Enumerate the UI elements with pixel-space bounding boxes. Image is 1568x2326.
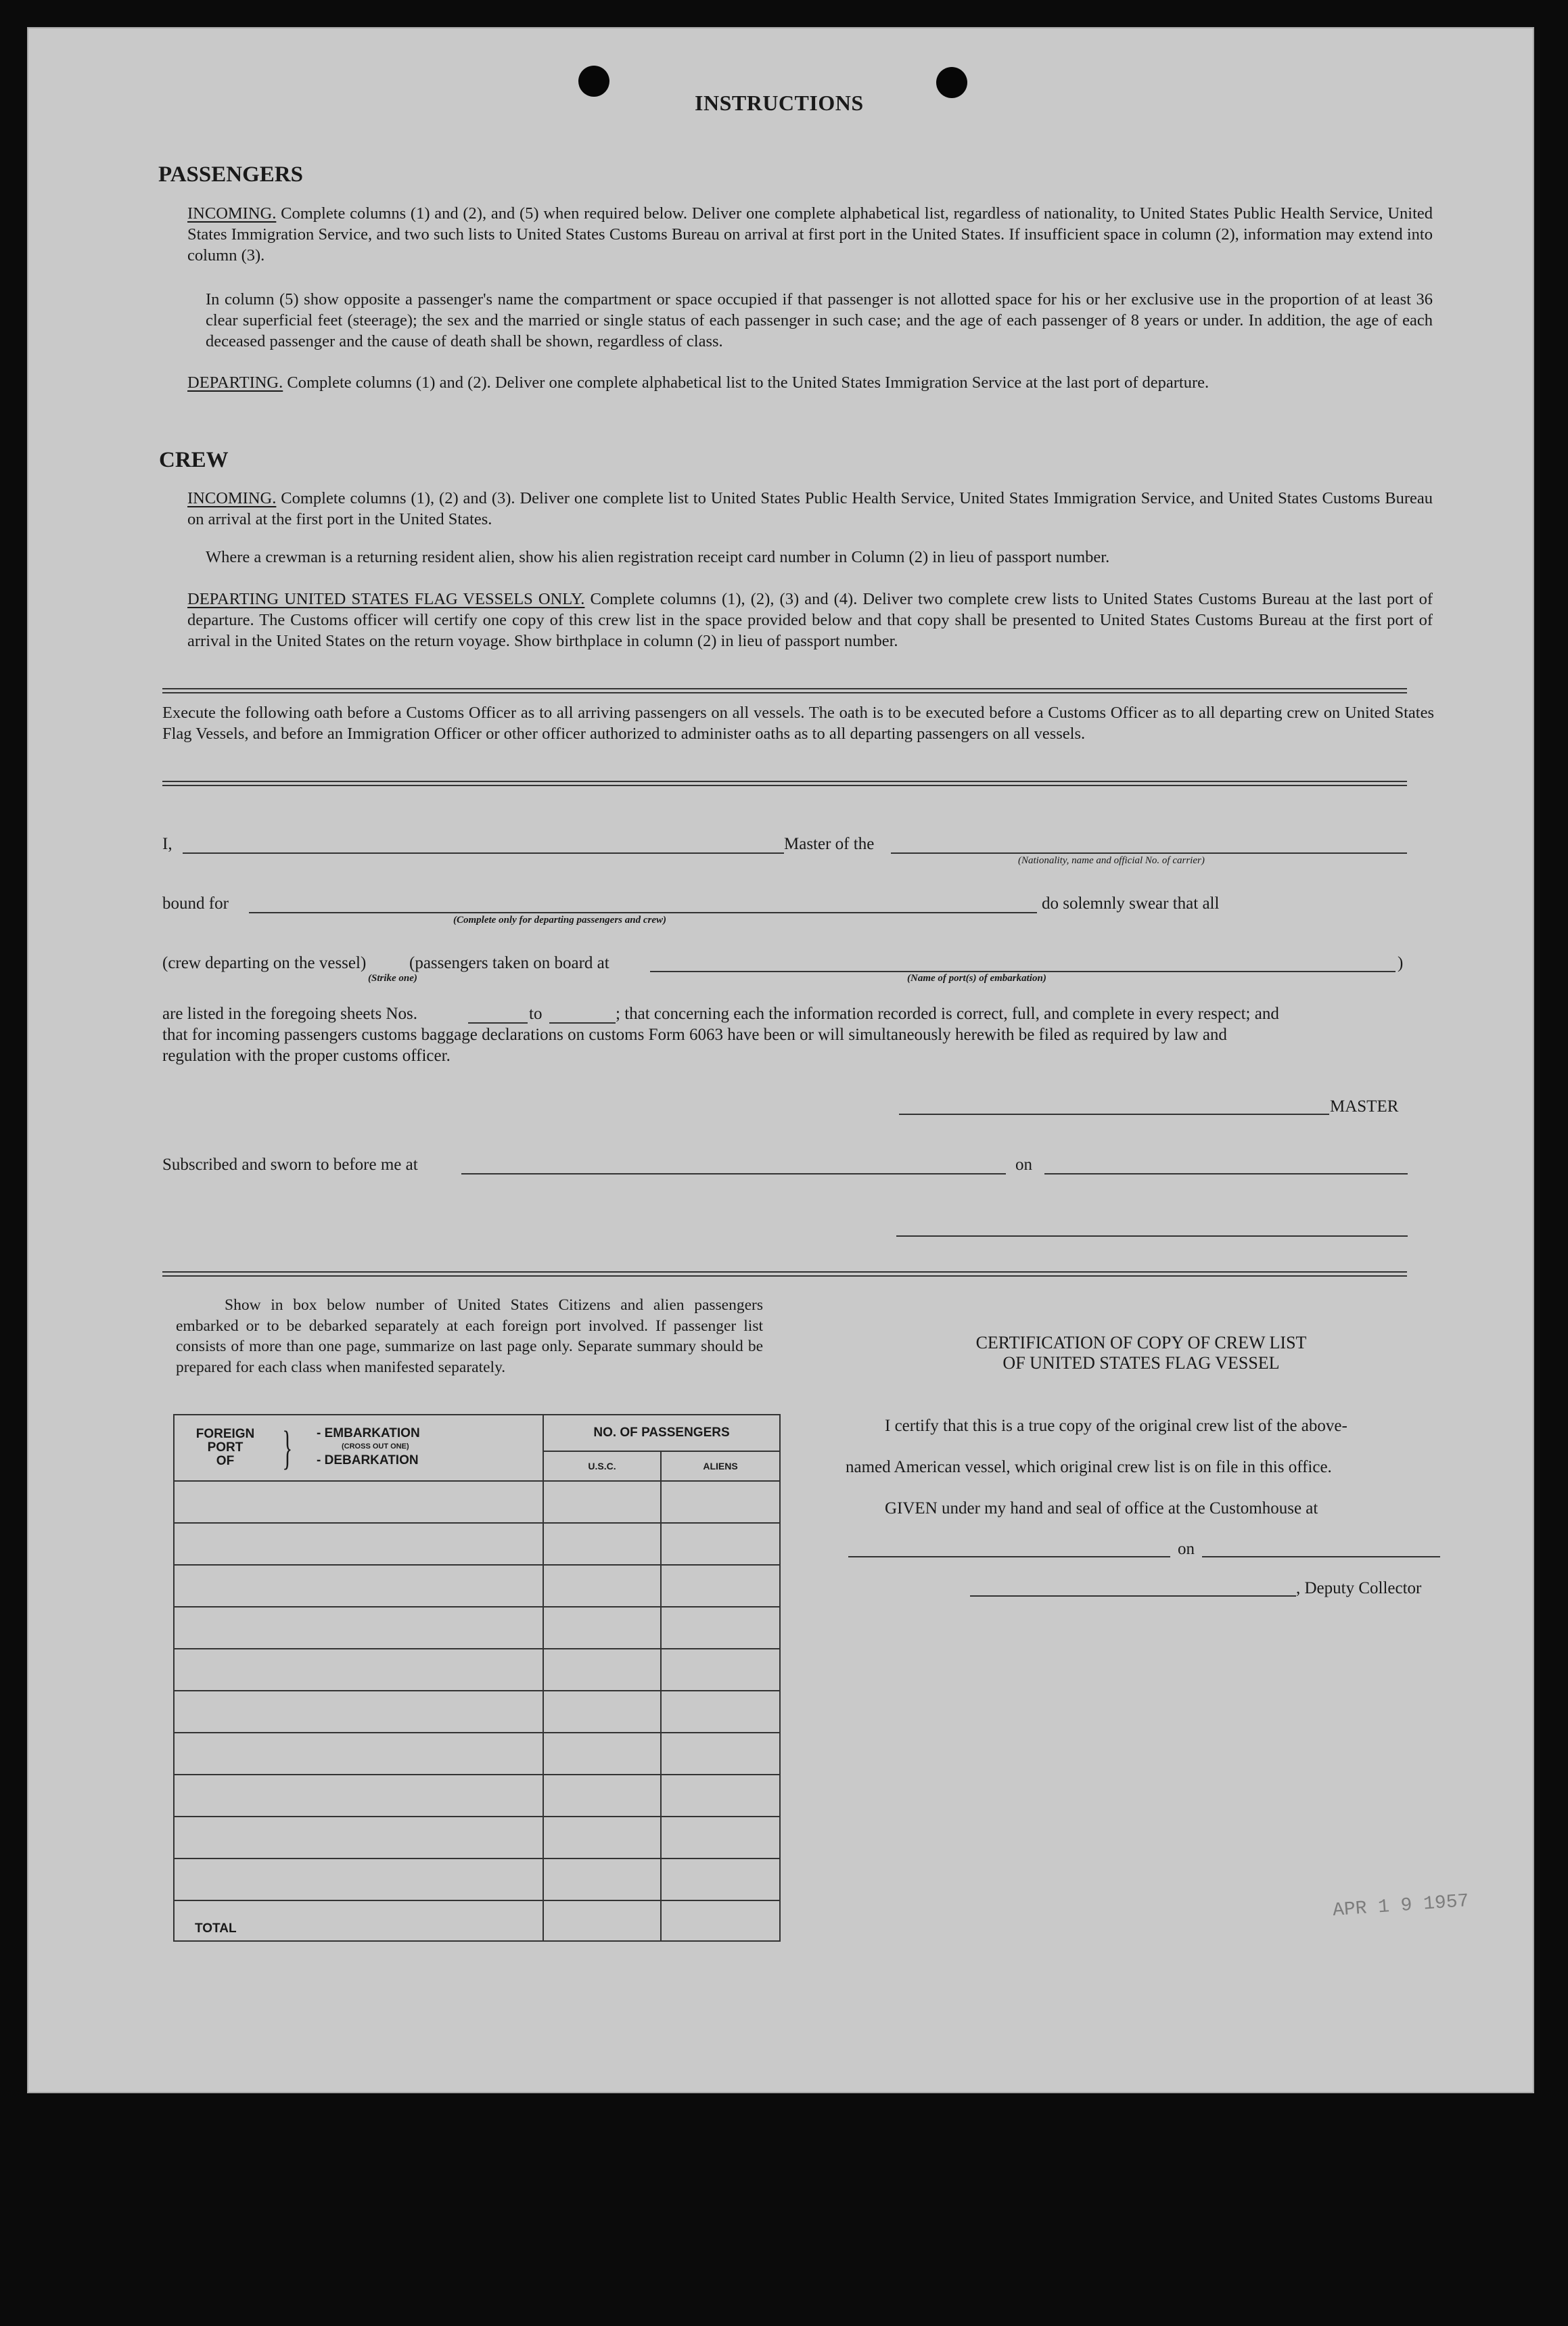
- officer-signature-field[interactable]: [896, 1235, 1408, 1237]
- listed-text-d: regulation with the proper customs officer.: [162, 1047, 451, 1065]
- passengers-taken-option[interactable]: (passengers taken on board at: [409, 954, 609, 972]
- master-label: MASTER: [1330, 1097, 1399, 1116]
- table-row: [174, 1691, 780, 1733]
- summary-port-cell[interactable]: [174, 1858, 543, 1900]
- summary-usc-cell[interactable]: [543, 1733, 661, 1775]
- crew-departing-label: DEPARTING UNITED STATES FLAG VESSELS ONLY.: [187, 590, 585, 608]
- summary-port-cell[interactable]: [174, 1691, 543, 1733]
- aliens-header: ALIENS: [661, 1451, 780, 1481]
- oath-intro: Execute the following oath before a Customs Officer as to all arriving passengers on all vessels. The oath is to be executed before a Customs Officer as to all departing crew on United States Flag Vessels, and before an Immigration Officer or other officer authorized to administer oaths as to all departing passengers on all vessels.: [162, 704, 1434, 743]
- embarkation-label[interactable]: - EMBARKATION: [317, 1426, 420, 1440]
- sheet-from-field[interactable]: [468, 1022, 528, 1024]
- table-row: [174, 1649, 780, 1691]
- crew-resident-paragraph: Where a crewman is a returning resident alien, show his alien registration receipt card number in Column (2) in lieu of passport number.: [206, 548, 1110, 566]
- table-row: [174, 1523, 780, 1565]
- total-label: TOTAL: [174, 1900, 543, 1941]
- crew-departing-text: Complete columns (1), (2), (3) and (4). Deliver two complete crew lists to United States Customs Bureau at the last port of departure. The Customs officer will certify one copy of this crew list in the space provided below and that copy shall be presented to United States Customs Bureau at the first port of arrival in the United States on the return voyage. Show birthplace in column (2) in lieu of passport number.: [187, 590, 1433, 650]
- certification-title-line-2: OF UNITED STATES FLAG VESSEL: [1002, 1353, 1280, 1373]
- table-row: [174, 1607, 780, 1649]
- summary-port-cell[interactable]: [174, 1565, 543, 1607]
- crew-incoming-label: INCOMING.: [187, 489, 277, 507]
- summary-usc-cell[interactable]: [543, 1481, 661, 1523]
- summary-usc-cell[interactable]: [543, 1607, 661, 1649]
- certification-on-label: on: [1178, 1540, 1195, 1558]
- passengers-incoming-text: Complete columns (1) and (2), and (5) when required below. Deliver one complete alphabetical list, regardless of nationality, to United States Public Health Service, United States Immigration Service, and two such lists to United States Customs Bureau on arrival at first port in the United States. If insufficient space in column (2), information may extend into column (3).: [187, 204, 1433, 265]
- deputy-collector-label: , Deputy Collector: [1296, 1579, 1422, 1597]
- master-of-the-label: Master of the: [784, 835, 875, 853]
- listed-text-a: are listed in the foregoing sheets Nos.: [162, 1005, 417, 1023]
- table-row: [174, 1565, 780, 1607]
- crew-departing-option[interactable]: (crew departing on the vessel): [162, 954, 367, 972]
- oath-i-label: I,: [162, 835, 172, 853]
- divider: [162, 688, 1407, 693]
- crew-incoming-text: Complete columns (1), (2) and (3). Deliver one complete list to United States Public Health Service, United States Immigration Service, and United States Customs Bureau on arrival at the first port in the United States.: [187, 489, 1433, 528]
- passengers-departing-label: DEPARTING.: [187, 373, 283, 392]
- divider: [162, 781, 1407, 786]
- debarkation-label[interactable]: - DEBARKATION: [317, 1453, 419, 1467]
- summary-aliens-cell[interactable]: [661, 1691, 780, 1733]
- master-signature-field[interactable]: [899, 1114, 1329, 1115]
- summary-port-cell[interactable]: [174, 1775, 543, 1817]
- summary-port-cell[interactable]: [174, 1523, 543, 1565]
- bound-for-field[interactable]: [249, 912, 1037, 913]
- brace: }: [282, 1422, 293, 1474]
- no-of-passengers-header: NO. OF PASSENGERS: [543, 1415, 780, 1451]
- nationality-caption: (Nationality, name and official No. of carrier): [1018, 855, 1205, 866]
- summary-port-cell[interactable]: [174, 1607, 543, 1649]
- crew-incoming-paragraph: [187, 488, 1433, 530]
- summary-aliens-cell[interactable]: [661, 1607, 780, 1649]
- port-embarkation-field[interactable]: [650, 971, 1396, 972]
- passengers-heading: PASSENGERS: [158, 162, 303, 187]
- certification-text-1: I certify that this is a true copy of the original crew list of the above-: [885, 1417, 1347, 1435]
- passengers-departing-text: Complete columns (1) and (2). Deliver one complete alphabetical list to the United States Immigration Service at the last port of departure.: [287, 373, 1209, 392]
- listed-to: to: [529, 1005, 543, 1023]
- summary-port-cell[interactable]: [174, 1817, 543, 1858]
- passengers-incoming-paragraph: [187, 203, 1433, 266]
- summary-usc-cell[interactable]: [543, 1858, 661, 1900]
- summary-usc-cell[interactable]: [543, 1775, 661, 1817]
- strike-one-caption: (Strike one): [368, 973, 417, 984]
- certification-title: [793, 1333, 1490, 1373]
- master-name-field[interactable]: [183, 852, 813, 854]
- summary-port-cell[interactable]: [174, 1649, 543, 1691]
- summary-port-cell[interactable]: [174, 1481, 543, 1523]
- swear-label: do solemnly swear that all: [1042, 894, 1220, 913]
- summary-aliens-cell[interactable]: [661, 1817, 780, 1858]
- table-row: [174, 1775, 780, 1817]
- certification-title-line-1: CERTIFICATION OF COPY OF CREW LIST: [975, 1333, 1307, 1352]
- subscribed-place-field[interactable]: [461, 1173, 1006, 1175]
- summary-usc-cell[interactable]: [543, 1691, 661, 1733]
- summary-aliens-cell[interactable]: [661, 1733, 780, 1775]
- customhouse-field[interactable]: [848, 1556, 1170, 1557]
- date-stamp: APR 1 9 1957: [1332, 1891, 1470, 1921]
- summary-aliens-cell[interactable]: [661, 1481, 780, 1523]
- listed-text-b: ; that concerning each the information recorded is correct, full, and complete in every respect; and: [616, 1005, 1279, 1023]
- divider: [162, 1271, 1407, 1277]
- table-row: [174, 1481, 780, 1523]
- usc-header: U.S.C.: [543, 1451, 661, 1481]
- cross-out-one: (CROSS OUT ONE): [342, 1442, 409, 1451]
- page-heading: INSTRUCTIONS: [695, 91, 864, 115]
- sheet-to-field[interactable]: [549, 1022, 616, 1024]
- passengers-incoming-label: INCOMING.: [187, 204, 277, 223]
- listed-text-c: that for incoming passengers customs baggage declarations on customs Form 6063 have been or will simultaneously herewith be filed as required by law and: [162, 1026, 1227, 1044]
- crew-departing-paragraph: [187, 589, 1433, 652]
- summary-instructions: Show in box below number of United States Citizens and alien passengers embarked or to be debarked separately at each foreign port involved. If passenger list consists of more than one page, summarize on last page only. Separate summary should be prepared for each class when manifested separately.: [176, 1296, 763, 1376]
- deputy-collector-signature-field[interactable]: [970, 1595, 1296, 1597]
- summary-aliens-cell[interactable]: [661, 1858, 780, 1900]
- table-row: [174, 1817, 780, 1858]
- form-page: [27, 27, 1534, 2093]
- punch-hole-left: [578, 66, 609, 97]
- table-row: [174, 1858, 780, 1900]
- table-row: [174, 1733, 780, 1775]
- subscribed-on-label: on: [1015, 1156, 1032, 1174]
- summary-aliens-cell[interactable]: [661, 1649, 780, 1691]
- port-header-cell: [174, 1415, 543, 1481]
- passengers-column5-paragraph: In column (5) show opposite a passenger's name the compartment or space occupied if that passenger is not allotted space for his or her exclusive use in the proportion of at least 36 clear superficial feet (steerage); the sex and the married or single status of each passenger in such case; and the age of each passenger of 8 years or under. In addition, the age of each deceased passenger and the cause of death shall be shown, regardless of class.: [206, 290, 1433, 350]
- summary-aliens-cell[interactable]: [661, 1523, 780, 1565]
- certification-date-field[interactable]: [1202, 1556, 1440, 1557]
- crew-heading: CREW: [159, 448, 229, 472]
- foreign-port-of: FOREIGN PORT OF: [195, 1427, 255, 1468]
- port-caption: (Name of port(s) of embarkation): [907, 973, 1046, 984]
- certification-text-3: GIVEN under my hand and seal of office at the Customhouse at: [885, 1499, 1318, 1518]
- summary-aliens-cell[interactable]: [661, 1565, 780, 1607]
- certification-text-2: named American vessel, which original crew list is on file in this office.: [846, 1458, 1332, 1476]
- subscribed-label: Subscribed and sworn to before me at: [162, 1156, 418, 1174]
- carrier-field[interactable]: [891, 852, 1407, 854]
- summary-usc-cell[interactable]: [543, 1649, 661, 1691]
- bound-for-caption: (Complete only for departing passengers and crew): [453, 915, 666, 926]
- passenger-summary-table: [173, 1414, 781, 1942]
- summary-usc-cell[interactable]: [543, 1817, 661, 1858]
- total-usc-cell[interactable]: [543, 1900, 661, 1941]
- close-paren: ): [1398, 954, 1404, 972]
- bound-for-label: bound for: [162, 894, 229, 913]
- summary-usc-cell[interactable]: [543, 1565, 661, 1607]
- summary-aliens-cell[interactable]: [661, 1775, 780, 1817]
- passengers-departing-paragraph: [187, 372, 1433, 393]
- summary-port-cell[interactable]: [174, 1733, 543, 1775]
- summary-usc-cell[interactable]: [543, 1523, 661, 1565]
- total-aliens-cell[interactable]: [661, 1900, 780, 1941]
- punch-hole-right: [936, 67, 967, 98]
- subscribed-date-field[interactable]: [1044, 1173, 1408, 1175]
